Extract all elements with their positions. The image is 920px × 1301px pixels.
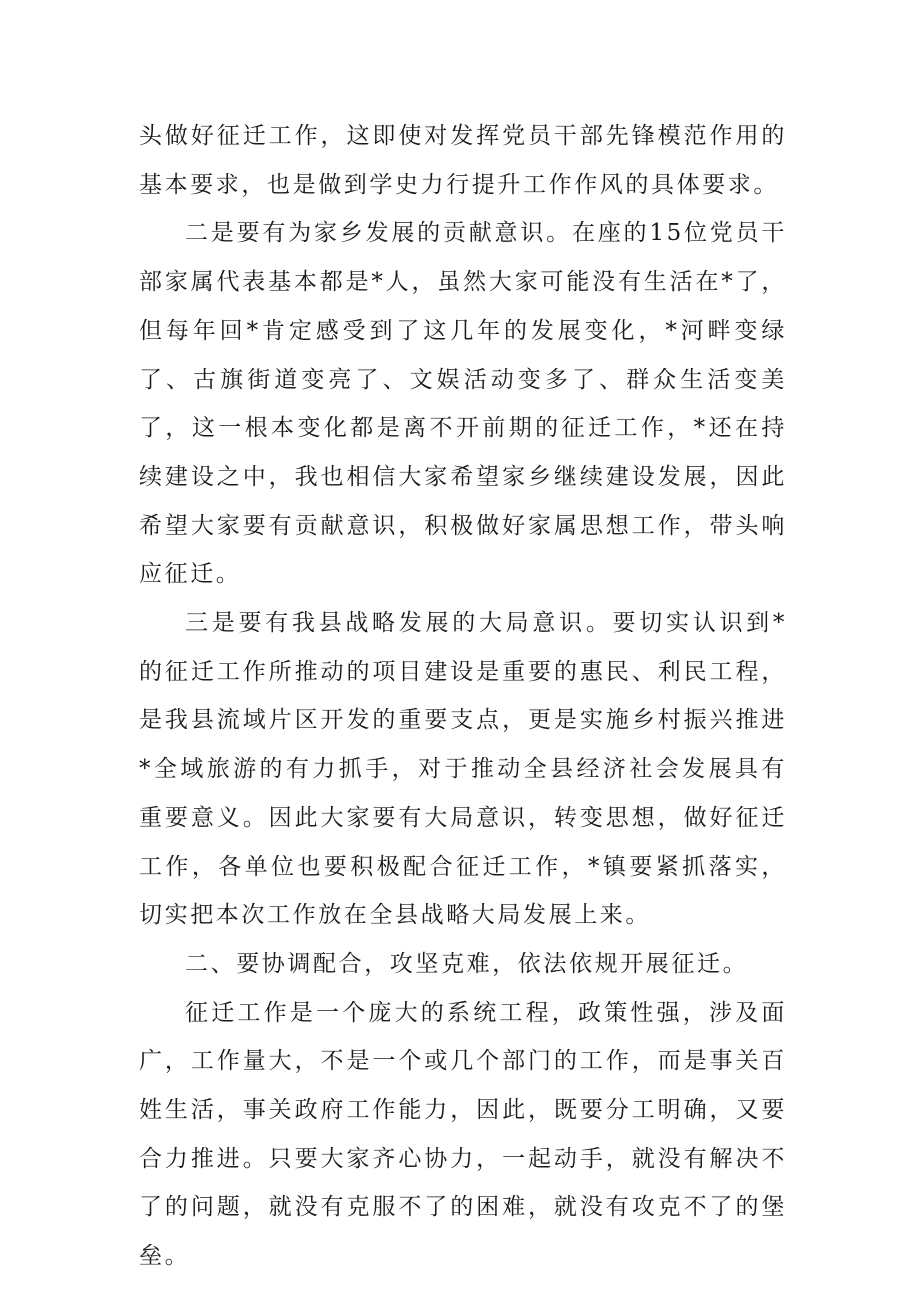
paragraph-overall-awareness: 三是要有我县战略发展的大局意识。要切实认识到*的征迁工作所推动的项目建设是重要的惠民、利民工程，是我县流域片区开发的重要支点，更是实施乡村振兴推进*全域旅游的有力抓手，对于推动全县经济社会发展具有重要意义。因此大家要有大局意识，转变思想，做好征迁工作，各单位也要积极配合征迁工作，*镇要紧抓落实，切实把本次工作放在全县战略大局发展上来。 [139, 610, 787, 929]
paragraph-contribution-awareness: 二是要有为家乡发展的贡献意识。在座的15位党员干部家属代表基本都是*人，虽然大家可能没有生活在*了，但每年回*肯定感受到了这几年的发展变化，*河畔变绿了、古旗街道变亮了、文娱活动变多了、群众生活变美了，这一根本变化都是离不开前期的征迁工作，*还在持续建设之中，我也相信大家希望家乡继续建设发展，因此希望大家要有贡献意识，积极做好家属思想工作，带头响应征迁。 [139, 220, 787, 588]
section-heading-coordination: 二、要协调配合，攻坚克难，依法依规开展征迁。 [185, 950, 749, 977]
document-body [139, 112, 787, 1281]
paragraph-continuation: 头做好征迁工作，这即使对发挥党员干部先锋模范作用的基本要求，也是做到学史力行提升工作作风的具体要求。 [139, 123, 787, 198]
paragraph-system-engineering: 征迁工作是一个庞大的系统工程，政策性强，涉及面广，工作量大，不是一个或几个部门的工作，而是事关百姓生活，事关政府工作能力，因此，既要分工明确，又要合力推进。只要大家齐心协力，一起动手，就没有解决不了的问题，就没有克服不了的困难，就没有攻克不了的堡垒。 [139, 999, 787, 1270]
